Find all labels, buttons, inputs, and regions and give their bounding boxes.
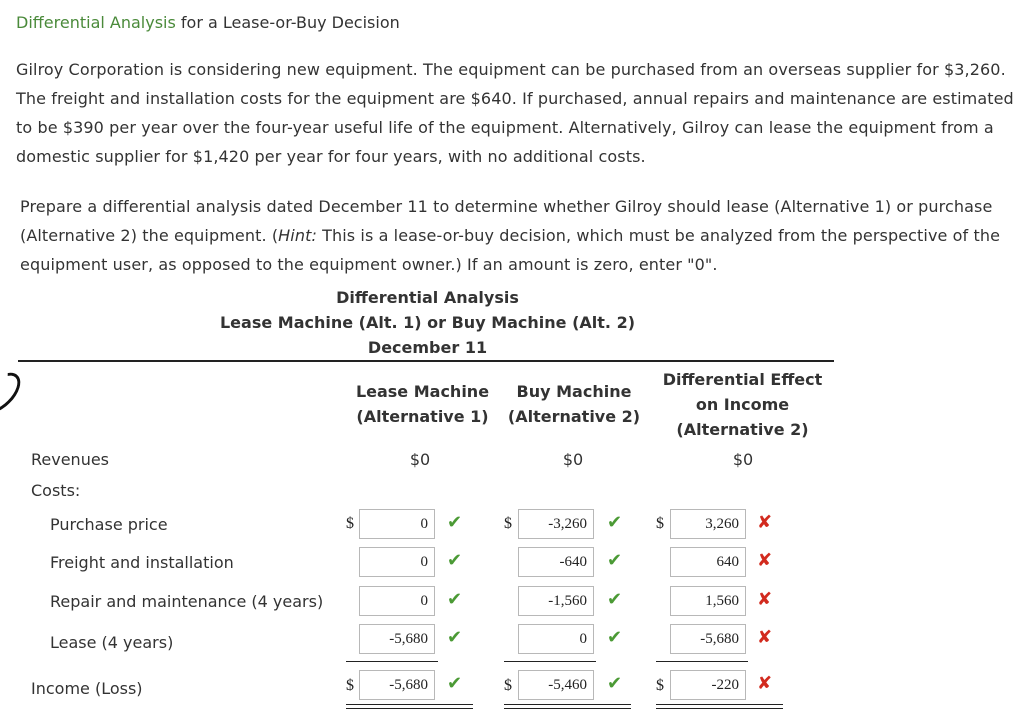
col-lease-line2: (Alternative 1) <box>356 407 489 426</box>
col-diff-line1: Differential Effect <box>662 370 823 389</box>
analysis-heading: Differential Analysis <box>336 288 519 307</box>
col-lease-line1: Lease Machine <box>355 382 490 401</box>
cross-icon: ✘ <box>757 673 773 694</box>
total-rule <box>346 661 438 662</box>
col-diff-line3: (Alternative 2) <box>676 420 809 439</box>
check-icon: ✔ <box>447 589 463 610</box>
col-buy-line2: (Alternative 2) <box>507 407 641 426</box>
revenues-label: Revenues <box>31 450 110 469</box>
lease-alt2-input[interactable]: 0 <box>518 624 594 654</box>
check-icon: ✔ <box>607 512 623 533</box>
repair-diff-input[interactable]: 1,560 <box>670 586 746 616</box>
check-icon: ✔ <box>607 550 623 571</box>
check-icon: ✔ <box>607 627 623 648</box>
cross-icon: ✘ <box>757 589 773 610</box>
page-title <box>16 13 400 32</box>
check-icon: ✔ <box>447 512 463 533</box>
header-rule <box>18 360 834 362</box>
income-alt1-input[interactable]: -5,680 <box>359 670 435 700</box>
cross-icon: ✘ <box>757 550 773 571</box>
analysis-subheading: Lease Machine (Alt. 1) or Buy Machine (Alt. 2) <box>219 313 636 332</box>
col-buy-line1: Buy Machine <box>516 382 632 401</box>
income-label: Income (Loss) <box>31 679 143 698</box>
lease-diff-input[interactable]: -5,680 <box>670 624 746 654</box>
currency-symbol: $ <box>656 515 664 532</box>
repair-alt1-input[interactable]: 0 <box>359 586 435 616</box>
cross-icon: ✘ <box>757 627 773 648</box>
freight-diff-input[interactable]: 640 <box>670 547 746 577</box>
income-alt2-input[interactable]: -5,460 <box>518 670 594 700</box>
row-label-freight: Freight and installation <box>50 553 234 572</box>
analysis-date: December 11 <box>367 338 488 357</box>
instructions-text-b: This is a lease-or-buy decision, which must be analyzed from the perspective of the equipment user, as opposed to the equipment owner.) If an amount is zero, enter "0". <box>20 226 1001 274</box>
col-diff-line2: on Income <box>695 395 790 414</box>
instructions-text-a: Prepare a differential analysis dated December 11 to determine whether Gilroy should lease (Alternative 1) or purchase (Alternative 2) the equipment. ( <box>20 197 993 245</box>
check-icon: ✔ <box>447 550 463 571</box>
purchase-price-alt1-input[interactable]: 0 <box>359 509 435 539</box>
double-underline <box>504 704 631 709</box>
check-icon: ✔ <box>607 589 623 610</box>
row-label-lease: Lease (4 years) <box>50 633 174 652</box>
total-rule <box>656 661 748 662</box>
row-label-purchase-price: Purchase price <box>50 515 168 534</box>
double-underline <box>346 704 473 709</box>
currency-symbol: $ <box>346 677 354 694</box>
cross-icon: ✘ <box>757 512 773 533</box>
currency-symbol: $ <box>504 515 512 532</box>
check-icon: ✔ <box>607 673 623 694</box>
costs-label: Costs: <box>31 481 81 500</box>
check-icon: ✔ <box>447 627 463 648</box>
revenues-alt2: $0 <box>562 450 584 469</box>
purchase-price-diff-input[interactable]: 3,260 <box>670 509 746 539</box>
hint-label: Hint: <box>278 226 317 245</box>
col-header-lease <box>345 379 500 429</box>
revenues-diff: $0 <box>732 450 754 469</box>
freight-alt1-input[interactable]: 0 <box>359 547 435 577</box>
revenues-alt1: $0 <box>409 450 431 469</box>
freight-alt2-input[interactable]: -640 <box>518 547 594 577</box>
col-header-buy <box>500 379 648 429</box>
repair-alt2-input[interactable]: -1,560 <box>518 586 594 616</box>
currency-symbol: $ <box>656 677 664 694</box>
currency-symbol: $ <box>346 515 354 532</box>
instructions <box>20 192 1020 279</box>
problem-intro: Gilroy Corporation is considering new equipment. The equipment can be purchased from an overseas supplier for $3,260. The freight and installation costs for the equipment are $640. If purchased, annual repairs and maintenance are estimated to be $390 per year over the four-year useful life of the equipment. Alternatively, Gilroy can lease the equipment from a domestic supplier for $1,420 per year for four years, with no additional costs. <box>16 60 1014 166</box>
title-rest: for a Lease-or-Buy Decision <box>175 13 400 32</box>
title-link[interactable]: Differential Analysis <box>16 13 176 32</box>
income-diff-input[interactable]: -220 <box>670 670 746 700</box>
lease-alt1-input[interactable]: -5,680 <box>359 624 435 654</box>
check-icon: ✔ <box>447 673 463 694</box>
currency-symbol: $ <box>504 677 512 694</box>
total-rule <box>504 661 596 662</box>
col-header-differential <box>660 367 825 442</box>
row-label-repair: Repair and maintenance (4 years) <box>50 592 324 611</box>
left-edge-bracket <box>0 365 28 420</box>
purchase-price-alt2-input[interactable]: -3,260 <box>518 509 594 539</box>
double-underline <box>656 704 783 709</box>
